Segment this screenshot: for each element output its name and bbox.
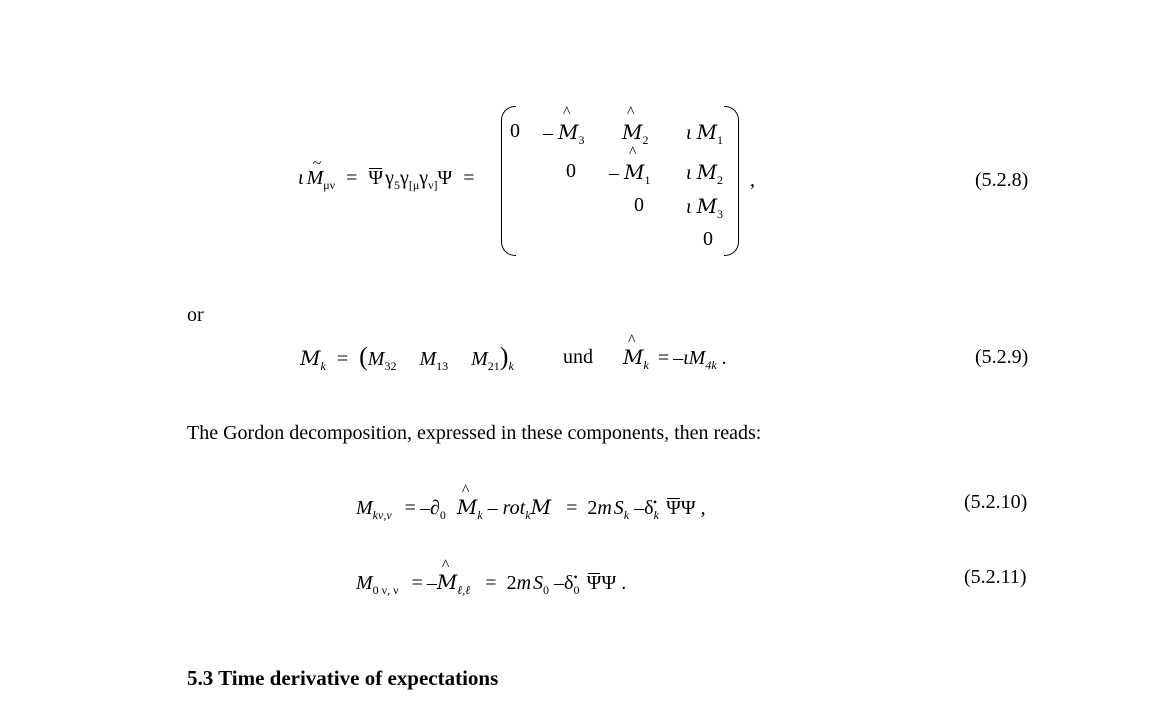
eq-529-rhs: ^ $M_k = -\iota M_{4k}$ . xyxy=(623,345,727,370)
equation-number-529: (5.2.9) xyxy=(975,346,1029,368)
eq-529-period: . xyxy=(721,347,727,369)
equation-number-528: (5.2.8) xyxy=(975,169,1029,191)
matrix-cell-r1c4: ι $M_1$ xyxy=(686,120,724,147)
eq-5210: $M_{k\nu,\nu} = -\partial_0$ ^ $M_k - rot_kM = 2m$ $S_k$ $-\delta_k^•$ ΨΨ , xyxy=(356,490,706,520)
matrix-cell-r2c3: – ^ $M_1$ xyxy=(609,160,650,185)
matrix-cell-r1c2: – ^ $M_3$ xyxy=(543,120,584,145)
matrix-cell-r3c3: 0 xyxy=(634,194,644,216)
eq-5210-comma: , xyxy=(700,497,706,519)
eq-529: $M_k = (M_{32}$ $M_{13}$ $M_{21})_k$ xyxy=(300,342,514,373)
equation-number-5210: (5.2.10) xyxy=(964,491,1028,513)
eq-528-comma: , xyxy=(750,169,755,191)
matrix-cell-r2c2: 0 xyxy=(566,160,576,182)
eq-5211: $M_{0 \nu, \nu}$ = –^ $M_{\ell,\ell} = 2m$ $S_0$ $-\delta_0^•$ ΨΨ . xyxy=(356,565,626,595)
text-or: or xyxy=(187,304,204,326)
equation-number-5211: (5.2.11) xyxy=(964,566,1027,588)
text-und: und xyxy=(563,346,593,368)
matrix-cell-r1c3: ^ $M_2$ xyxy=(622,120,648,145)
matrix-right-bracket xyxy=(724,106,739,256)
paragraph-gordon: The Gordon decomposition, expressed in these components, then reads: xyxy=(187,422,762,444)
matrix-cell-r4c4: 0 xyxy=(703,228,713,250)
matrix-cell-r2c4: ι $M_2$ xyxy=(686,160,724,187)
eq-528-lhs: ι~ $M_{\mu\nu} = \Psi$ $\gamma_5\gamma_{[\mu}\gamma_{\nu]}\Psi$ = xyxy=(298,166,475,190)
eq-5211-period: . xyxy=(621,572,627,594)
section-heading: 5.3 Time derivative of expectations xyxy=(187,666,499,690)
matrix-cell-r3c4: ι $M_3$ xyxy=(686,194,724,221)
matrix-cell-r1c1: 0 xyxy=(510,120,520,142)
